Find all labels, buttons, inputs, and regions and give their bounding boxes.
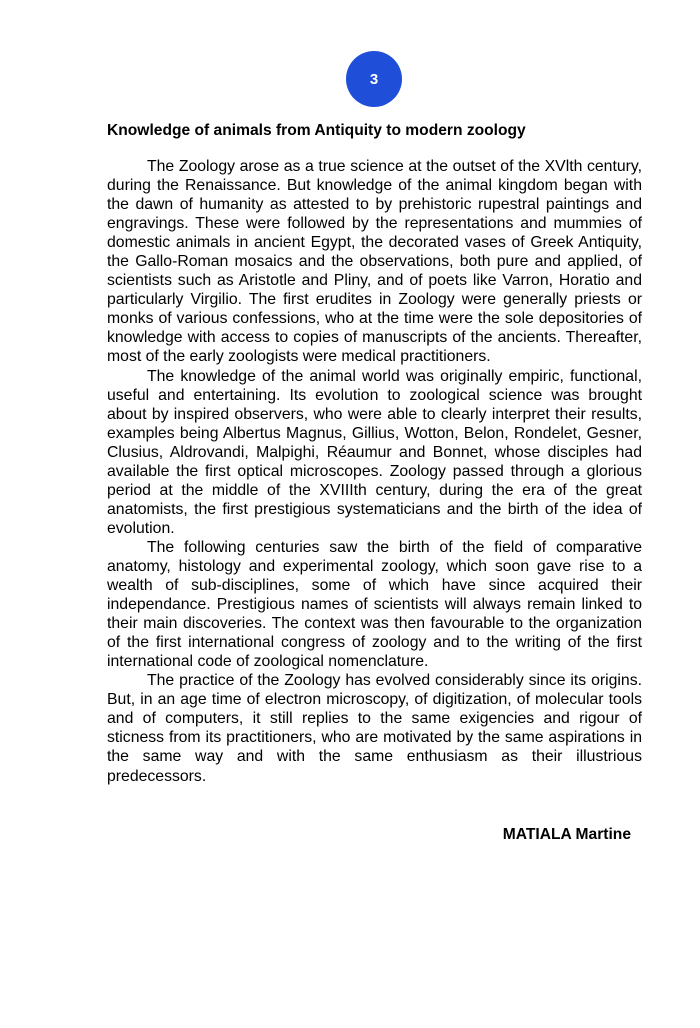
paragraph-3: The following centuries saw the birth of the field of comparative anatomy, histology and experimental zoology, which soon gave rise to a wealth of sub-disciplines, some of which have since acquired their independance. Prestigious names of scientists will always remain linked to their main discoveries. The context was then favourable to the organization of the first international congress of zoology and to the writing of the first international code of zoological nomenclature. (107, 538, 642, 671)
author-signature: MATIALA Martine (502, 826, 631, 843)
paragraph-4: The practice of the Zoology has evolved considerably since its origins. But, in an age time of electron microscopy, of digitization, of molecular tools and of computers, it still replies to the same exigencies and rigour of sticness from its practitioners, who are motivated by the same aspirations in the same way and with the same enthusiasm as their illustrious predecessors. (107, 672, 642, 785)
article-body (107, 157, 642, 786)
article-title: Knowledge of animals from Antiquity to modern zoology (107, 122, 526, 139)
page-number-badge (346, 51, 402, 107)
page-number: 3 (369, 70, 379, 88)
paragraph-2: The knowledge of the animal world was originally empiric, functional, useful and entertaining. Its evolution to zoological science was brought about by inspired observers, who were able to clearly interpret their results, examples being Albertus Magnus, Gillius, Wotton, Belon, Rondelet, Gesner, Clusius, Aldrovandi, Malpighi, Réaumur and Bonnet, whose disciples had available the first optical microscopes. Zoology passed through a glorious period at the middle of the XVIIIth century, during the era of the great anatomists, the first prestigious systematicians and the birth of the idea of evolution. (107, 367, 642, 537)
paragraph-1: The Zoology arose as a true science at the outset of the XVlth century, during the Renaissance. But knowledge of the animal kingdom began with the dawn of humanity as attested to by prehistoric rupestral paintings and engravings. These were followed by the representations and mummies of domestic animals in ancient Egypt, the decorated vases of Greek Antiquity, the Gallo-Roman mosaics and the observations, both pure and applied, of scientists such as Aristotle and Pliny, and of poets like Varron, Horatio and particularly Virgilio. The first erudites in Zoology were generally priests or monks of various confessions, who at the time were the sole depositories of knowledge with access to copies of manuscripts of the ancients. Thereafter, most of the early zoologists were medical practitioners. (107, 158, 642, 366)
